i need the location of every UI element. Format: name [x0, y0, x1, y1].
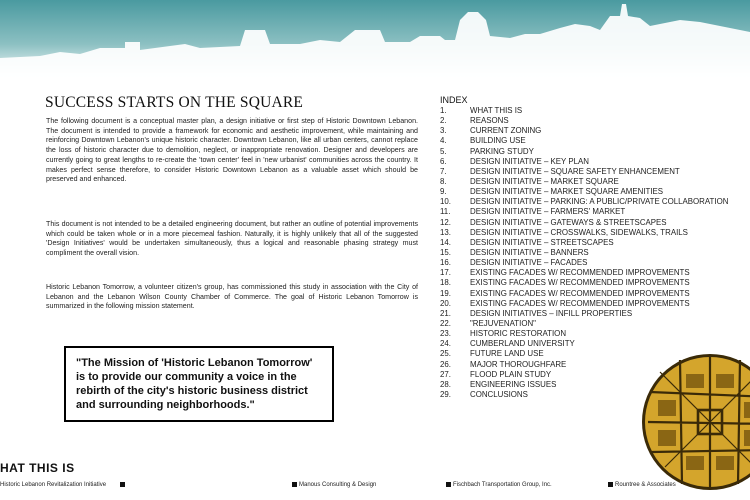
index-item-number: 12.	[440, 217, 451, 227]
index-item-label: FLOOD PLAIN STUDY	[470, 369, 552, 379]
city-map-seal	[640, 352, 750, 492]
skyline-banner	[0, 0, 750, 80]
index-item-number: 21.	[440, 308, 451, 318]
index-item	[440, 329, 728, 339]
index-item-label: DESIGN INITIATIVE – BANNERS	[470, 247, 589, 257]
index-item-number: 24.	[440, 339, 451, 349]
index-item-label: BUILDING USE	[470, 136, 526, 146]
index-item-label: EXISTING FACADES W/ RECOMMENDED IMPROVEMENTS	[470, 298, 690, 308]
index-item-label: DESIGN INITIATIVE – PARKING: A PUBLIC/PRIVATE COLLABORATION	[470, 197, 729, 207]
index-item	[440, 187, 728, 197]
index-item-number: 22.	[440, 318, 451, 328]
index-item-number: 20.	[440, 298, 451, 308]
index-item-label: WHAT THIS IS	[470, 106, 523, 115]
index-item-number: 16.	[440, 258, 451, 268]
credit-item: Rountree & Associates	[606, 482, 676, 488]
index-item-number: 29.	[440, 389, 451, 399]
index-item-number: 9.	[440, 187, 447, 197]
index-item-label: HISTORIC RESTORATION	[470, 329, 567, 339]
scope-paragraph: This document is not intended to be a detailed engineering document, but rather an outline of potential improvements which could be taken whole or in a more piecemeal fashion. Naturally, it is highly unlikely that all of the suggested 'Design Initiatives' would be undertaken simultaneously, thus a logical and reasonable phasing strategy must compliment the overall vision.	[46, 220, 418, 258]
index-item-label: DESIGN INITIATIVE – KEY PLAN	[470, 156, 589, 166]
index-item-number: 25.	[440, 349, 451, 359]
index-item-label: "REJUVENATION"	[470, 318, 536, 328]
mission-statement: "The Mission of 'Historic Lebanon Tomorrow' is to provide our community a voice in the rebirth of the city's historic business district and surrounding neighborhoods."	[76, 357, 313, 411]
index-item-label: DESIGN INITIATIVE – FACADES	[470, 258, 588, 268]
index-item-number: 13.	[440, 227, 451, 237]
index-item-label: CONCLUSIONS	[470, 389, 528, 399]
mission-statement-box	[64, 346, 334, 422]
index-item-number: 19.	[440, 288, 451, 298]
index-item	[440, 319, 728, 329]
index-item-label: FUTURE LAND USE	[470, 349, 544, 359]
index-item-label: EXISTING FACADES W/ RECOMMENDED IMPROVEMENTS	[470, 278, 690, 288]
index-item	[440, 278, 728, 288]
index-item	[440, 207, 728, 217]
index-item	[440, 157, 728, 167]
index-item-number: 2.	[440, 116, 447, 126]
index-item-number: 3.	[440, 126, 447, 136]
index-item	[440, 147, 728, 157]
index-item	[440, 248, 728, 258]
commission-paragraph: Historic Lebanon Tomorrow, a volunteer citizen's group, has commissioned this study in association with the City of Lebanon and the Lebanon Wilson County Chamber of Commerce. The goal of Historic Lebanon Tomorrow is summarized in the following mission statement.	[46, 283, 418, 311]
index-item-number: 10.	[440, 197, 451, 207]
credits-bar	[0, 481, 750, 493]
page-title: SUCCESS STARTS ON THE SQUARE	[45, 94, 304, 111]
index-item-label: ENGINEERING ISSUES	[470, 379, 557, 389]
index-item-number: 14.	[440, 237, 451, 247]
index-item	[440, 106, 728, 116]
index-item-label: DESIGN INITIATIVES – INFILL PROPERTIES	[470, 308, 633, 318]
index-item	[440, 218, 728, 228]
index-item-label: CURRENT ZONING	[470, 126, 542, 136]
index-item-label: DESIGN INITIATIVE – FARMERS' MARKET	[470, 207, 626, 217]
index-item	[440, 268, 728, 278]
index-item-number: 4.	[440, 136, 447, 146]
section-title: HAT THIS IS	[0, 461, 75, 475]
index-item-number: 27.	[440, 369, 451, 379]
index-item-label: DESIGN INITIATIVE – CROSSWALKS, SIDEWALKS, TRAILS	[470, 227, 688, 237]
index-item-label: CUMBERLAND UNIVERSITY	[470, 339, 575, 349]
index-item	[440, 299, 728, 309]
index-item-label: DESIGN INITIATIVE – MARKET SQUARE AMENITIES	[470, 187, 664, 197]
index-item	[440, 136, 728, 146]
index-item-number: 5.	[440, 146, 447, 156]
index-item-label: DESIGN INITIATIVE – SQUARE SAFETY ENHANCEMENT	[470, 166, 680, 176]
index-item-label: DESIGN INITIATIVE – STREETSCAPES	[470, 237, 614, 247]
index-item	[440, 197, 728, 207]
index-item-number: 17.	[440, 268, 451, 278]
index-item-label: DESIGN INITIATIVE – MARKET SQUARE	[470, 176, 619, 186]
intro-paragraph: The following document is a conceptual master plan, a design initiative or first step of Historic Downtown Lebanon. The document is intended to provide a framework for economic and aesthetic improvement, while maintaining and reinforcing Downtown Lebanon's unique historic character. Downtown Lebanon, like all urban centers, cannot replace the loss of historic character due to demolition, neglect, or inappropriate renovation. Designer and developers are currently going to great lengths to re-create the 'town center' feel in 'new urbanist' communities across the country. It makes perfect sense therefore, to consider Historic Downtown Lebanon as a valuable asset which should be preserved and enhanced.	[46, 117, 418, 184]
index-item	[440, 228, 728, 238]
index-item	[440, 309, 728, 319]
index-item-number: 8.	[440, 176, 447, 186]
index-item-number: 1.	[440, 106, 447, 115]
index-item-label: EXISTING FACADES W/ RECOMMENDED IMPROVEMENTS	[470, 288, 690, 298]
index-heading: INDEX	[440, 95, 468, 105]
index-item-number: 6.	[440, 156, 447, 166]
credit-item: Fischbach Transportation Group, Inc.	[444, 482, 552, 488]
index-item-number: 7.	[440, 166, 447, 176]
index-item	[440, 258, 728, 268]
index-item	[440, 167, 728, 177]
index-item-number: 11.	[440, 207, 451, 217]
index-item	[440, 116, 728, 126]
index-item-label: EXISTING FACADES W/ RECOMMENDED IMPROVEMENTS	[470, 268, 690, 278]
index-item-number: 26.	[440, 359, 451, 369]
index-item-number: 15.	[440, 247, 451, 257]
index-item-label: DESIGN INITIATIVE – GATEWAYS & STREETSCAPES	[470, 217, 667, 227]
credit-item: Historic Lebanon Revitalization Initiative	[0, 482, 127, 488]
index-item	[440, 339, 728, 349]
index-item-label: REASONS	[470, 116, 509, 126]
index-item-number: 28.	[440, 379, 451, 389]
index-item-number: 18.	[440, 278, 451, 288]
index-item	[440, 177, 728, 187]
credit-item: Manous Consulting & Design	[290, 482, 376, 488]
index-item-label: MAJOR THOROUGHFARE	[470, 359, 567, 369]
index-item-number: 23.	[440, 329, 451, 339]
index-item	[440, 238, 728, 248]
index-item-label: PARKING STUDY	[470, 146, 534, 156]
index-item	[440, 289, 728, 299]
index-item	[440, 126, 728, 136]
